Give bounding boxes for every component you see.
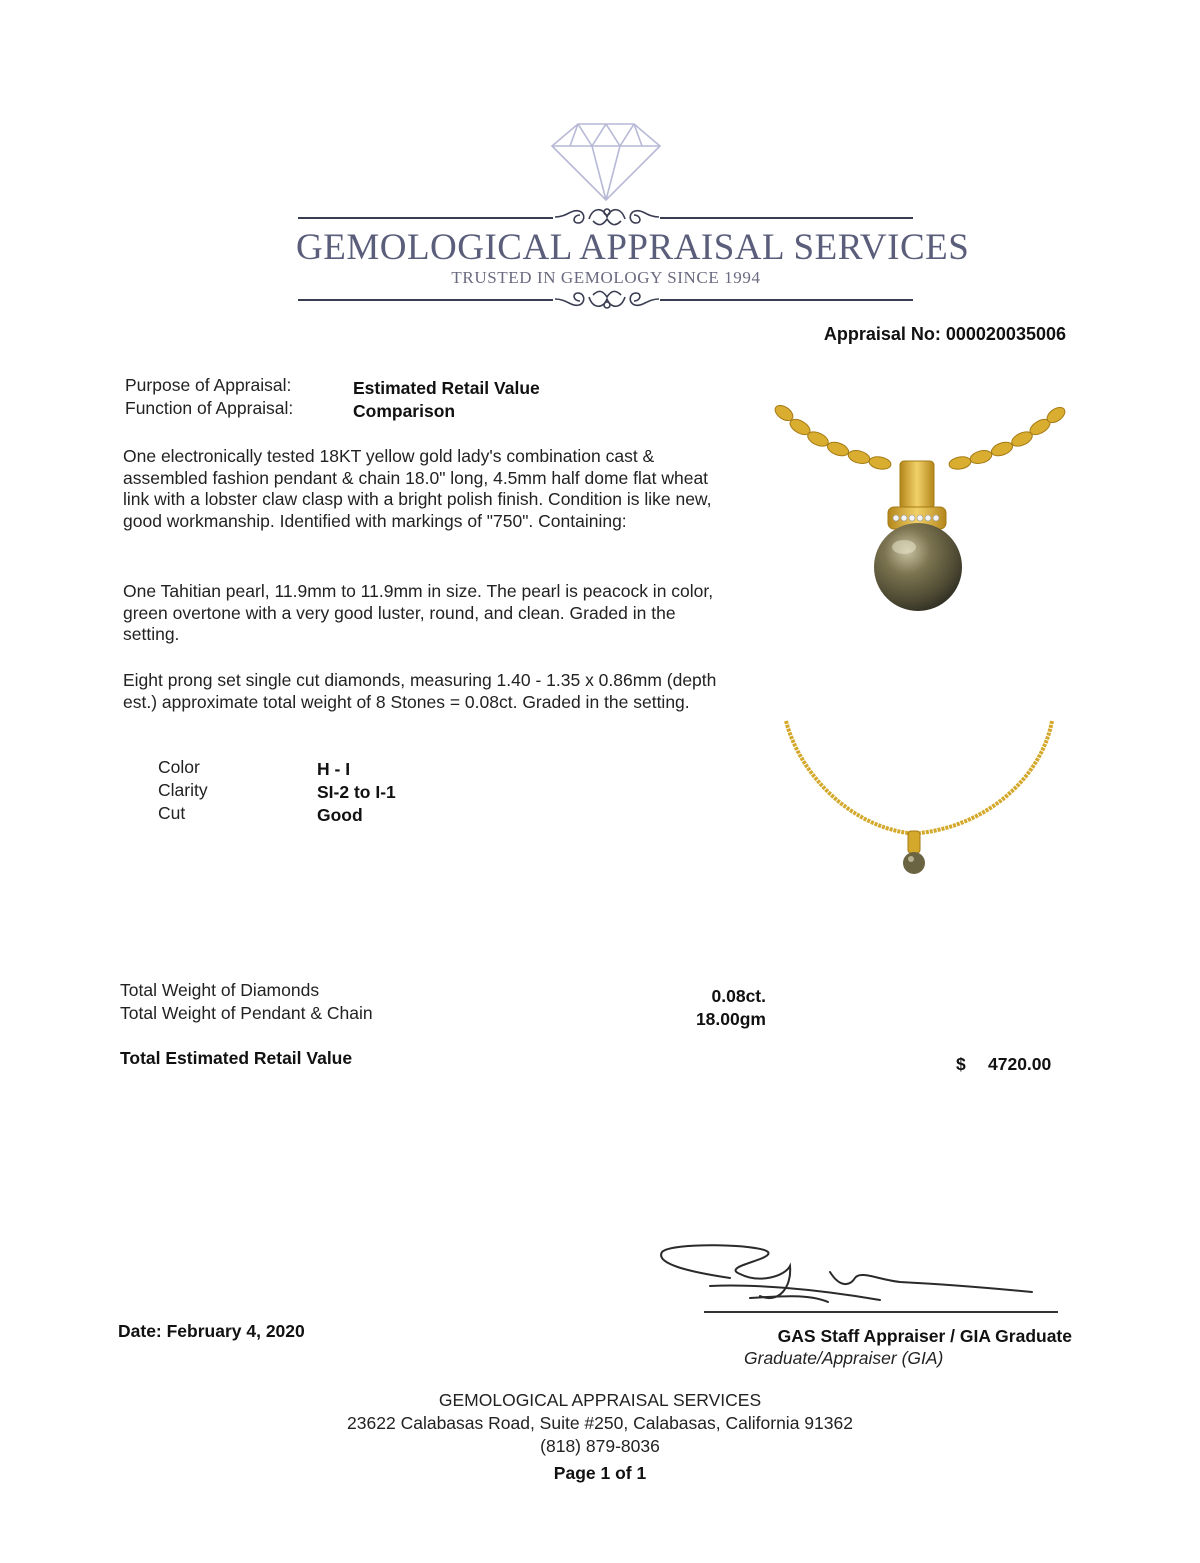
purpose-label: Purpose of Appraisal: — [125, 375, 292, 395]
diamond-weight-label: Total Weight of Diamonds — [120, 980, 320, 1000]
pendant-closeup-photo — [770, 395, 1070, 625]
footer-address: 23622 Calabasas Road, Suite #250, Calabasas, California 91362 — [347, 1413, 853, 1433]
purpose-value: Estimated Retail Value — [353, 378, 540, 398]
appraiser-signature — [650, 1236, 1040, 1316]
diamond-weight-value: 0.08ct. — [711, 986, 766, 1006]
function-label: Function of Appraisal: — [125, 398, 294, 418]
appraiser-title: GAS Staff Appraiser / GIA Graduate — [777, 1326, 1072, 1346]
necklace-full-photo — [780, 715, 1060, 885]
pendant-weight-label: Total Weight of Pendant & Chain — [120, 1003, 373, 1023]
diamond-logo-icon — [548, 120, 664, 202]
retail-value-label: Total Estimated Retail Value — [120, 1048, 353, 1068]
item-description: One electronically tested 18KT yellow gold lady's combination cast & assembled fashion pendant & chain 18.0" long, 4.5mm half dome flat wheat link with a lobster claw clasp with a bright polish finish. Condition is like new, good workmanship. Identified with markings of "750". Containing: — [123, 446, 712, 531]
pearl-description: One Tahitian pearl, 11.9mm to 11.9mm in size. The pearl is peacock in color, green overtone with a very good luster, round, and clean. Graded in the setting. — [123, 581, 714, 644]
retail-value-amount: 4720.00 — [988, 1054, 1052, 1074]
grade-value-clarity: SI-2 to I-1 — [317, 782, 396, 802]
grade-label-clarity: Clarity — [158, 780, 208, 800]
grade-value-color: H - I — [317, 759, 351, 779]
company-name: GEMOLOGICAL APPRAISAL SERVICES — [296, 227, 970, 268]
pendant-weight-value: 18.00gm — [695, 1009, 766, 1029]
page-number: Page 1 of 1 — [553, 1463, 647, 1483]
appraisal-date: Date: February 4, 2020 — [118, 1321, 305, 1341]
signature-line — [704, 1311, 1058, 1313]
ornament-swirl-bottom-icon — [553, 287, 661, 315]
grade-label-color: Color — [158, 757, 200, 777]
currency-symbol: $ — [956, 1054, 966, 1074]
ornament-line-bottom-right — [660, 299, 913, 301]
footer-phone: (818) 879-8036 — [540, 1436, 660, 1456]
grade-label-cut: Cut — [158, 803, 186, 823]
ornament-line-top-left — [298, 217, 553, 219]
appraiser-subtitle: Graduate/Appraiser (GIA) — [744, 1348, 944, 1368]
appraisal-number: Appraisal No: 000020035006 — [823, 324, 1066, 344]
footer-company: GEMOLOGICAL APPRAISAL SERVICES — [438, 1390, 762, 1410]
diamond-description: Eight prong set single cut diamonds, measuring 1.40 - 1.35 x 0.86mm (depth est.) approximate total weight of 8 Stones = 0.08ct. Graded in the setting. — [123, 670, 717, 712]
ornament-line-top-right — [660, 217, 913, 219]
ornament-line-bottom-left — [298, 299, 553, 301]
company-tagline: TRUSTED IN GEMOLOGY SINCE 1994 — [451, 268, 761, 287]
function-value: Comparison — [353, 401, 456, 421]
grade-value-cut: Good — [317, 805, 363, 825]
